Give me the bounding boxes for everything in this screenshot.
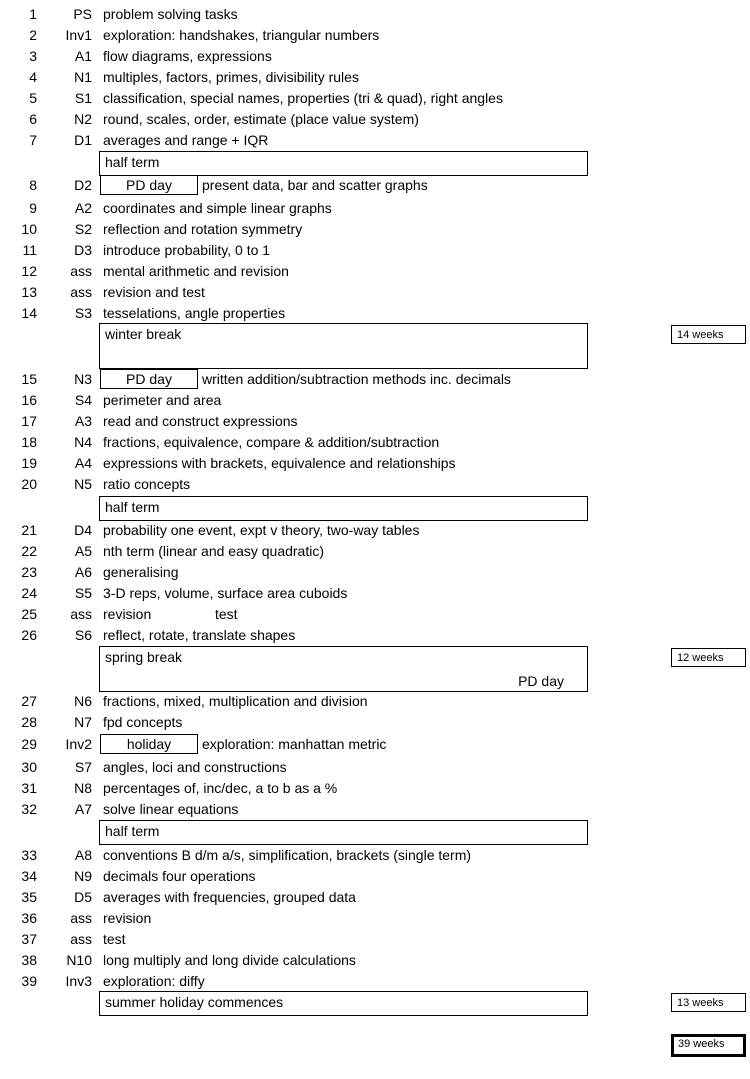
- unit-code: A6: [74, 564, 92, 580]
- lesson-row: [0, 625, 600, 646]
- row-number: 3: [29, 48, 37, 64]
- unit-topic: long multiply and long divide calculations: [103, 952, 356, 968]
- unit-code: D1: [74, 132, 92, 148]
- term-break-box: [99, 820, 588, 845]
- lesson-row: [0, 734, 600, 755]
- lesson-row: [0, 712, 600, 733]
- lesson-row: [0, 198, 600, 219]
- unit-code: A5: [74, 543, 92, 559]
- row-number: 35: [21, 889, 37, 905]
- row-number: 30: [21, 759, 37, 775]
- term-week-count: 14 weeks: [671, 325, 746, 344]
- unit-topic: tesselations, angle properties: [103, 305, 286, 321]
- row-number: 38: [21, 952, 37, 968]
- row-number: 19: [21, 455, 37, 471]
- term-break-box: [99, 991, 588, 1016]
- unit-topic: read and construct expressions: [103, 413, 298, 429]
- term-break-label: spring break: [105, 649, 183, 665]
- lesson-row: [0, 778, 600, 799]
- unit-code: A4: [74, 455, 92, 471]
- lesson-row: [0, 109, 600, 130]
- row-number: 21: [21, 522, 37, 538]
- unit-code: D2: [74, 177, 92, 193]
- lesson-row: [0, 390, 600, 411]
- row-number: 27: [21, 693, 37, 709]
- lesson-row: [0, 303, 600, 324]
- unit-topic: test: [103, 931, 126, 947]
- unit-topic: present data, bar and scatter graphs: [202, 177, 428, 193]
- lesson-row: [0, 282, 600, 303]
- unit-topic: revision: [103, 606, 152, 622]
- unit-topic: fractions, equivalence, compare & addition/subtraction: [103, 434, 440, 450]
- unit-code: S5: [74, 585, 92, 601]
- inline-event-box: holiday: [100, 734, 198, 754]
- term-break-label: winter break: [105, 326, 182, 342]
- lesson-row: [0, 541, 600, 562]
- term-break-label: half term: [105, 823, 160, 839]
- row-number: 11: [22, 242, 37, 258]
- lesson-row: [0, 520, 600, 541]
- lesson-row: [0, 799, 600, 820]
- unit-code: D5: [74, 889, 92, 905]
- unit-code: A7: [74, 801, 92, 817]
- unit-code: N10: [66, 952, 92, 968]
- unit-topic: exploration: handshakes, triangular numbers: [103, 27, 380, 43]
- unit-topic: fpd concepts: [103, 714, 183, 730]
- inline-event-box: PD day: [100, 369, 198, 389]
- lesson-row: [0, 950, 600, 971]
- lesson-row: [0, 46, 600, 67]
- unit-code: ass: [70, 606, 92, 622]
- unit-code: Inv3: [65, 973, 92, 989]
- unit-topic: solve linear equations: [103, 801, 239, 817]
- unit-topic-secondary: test: [215, 606, 238, 622]
- unit-code: S4: [74, 392, 92, 408]
- lesson-row: [0, 866, 600, 887]
- unit-topic: ratio concepts: [103, 476, 191, 492]
- unit-topic: perimeter and area: [103, 392, 222, 408]
- row-number: 8: [29, 177, 37, 193]
- lesson-row: [0, 908, 600, 929]
- lesson-row: [0, 929, 600, 950]
- unit-topic: exploration: diffy: [103, 973, 205, 989]
- row-number: 16: [21, 392, 37, 408]
- row-number: 36: [21, 910, 37, 926]
- unit-code: S3: [74, 305, 92, 321]
- term-break-label: half term: [105, 499, 160, 515]
- unit-topic: generalising: [103, 564, 179, 580]
- unit-topic: classification, special names, properties (tri & quad), right angles: [103, 90, 503, 106]
- unit-code: S7: [74, 759, 92, 775]
- unit-code: A1: [74, 48, 92, 64]
- unit-code: Inv2: [65, 736, 92, 752]
- unit-topic: percentages of, inc/dec, a to b as a %: [103, 780, 338, 796]
- row-number: 20: [21, 476, 37, 492]
- unit-topic: decimals four operations: [103, 868, 256, 884]
- unit-topic: angles, loci and constructions: [103, 759, 287, 775]
- unit-code: N9: [74, 868, 92, 884]
- row-number: 37: [21, 931, 37, 947]
- row-number: 22: [21, 543, 37, 559]
- unit-topic: coordinates and simple linear graphs: [103, 200, 332, 216]
- unit-code: Inv1: [65, 27, 92, 43]
- unit-topic: probability one event, expt v theory, two-way tables: [103, 522, 420, 538]
- lesson-row: [0, 887, 600, 908]
- unit-code: A2: [74, 200, 92, 216]
- term-break-box: [99, 646, 588, 692]
- unit-code: N8: [74, 780, 92, 796]
- lesson-row: [0, 4, 600, 25]
- row-number: 12: [21, 263, 37, 279]
- unit-code: D3: [74, 242, 92, 258]
- lesson-row: [0, 240, 600, 261]
- unit-code: N1: [74, 69, 92, 85]
- unit-topic: multiples, factors, primes, divisibility rules: [103, 69, 359, 85]
- lesson-row: [0, 691, 600, 712]
- row-number: 10: [21, 221, 37, 237]
- unit-topic: expressions with brackets, equivalence and relationships: [103, 455, 456, 471]
- unit-topic: round, scales, order, estimate (place value system): [103, 111, 419, 127]
- unit-code: S6: [74, 627, 92, 643]
- unit-code: D4: [74, 522, 92, 538]
- row-number: 23: [21, 564, 37, 580]
- total-week-count: 39 weeks: [671, 1034, 746, 1057]
- term-break-box: [99, 151, 588, 176]
- unit-code: S2: [74, 221, 92, 237]
- unit-code: ass: [70, 931, 92, 947]
- lesson-row: [0, 88, 600, 109]
- row-number: 33: [21, 847, 37, 863]
- unit-code: S1: [74, 90, 92, 106]
- term-break-note: PD day: [518, 673, 564, 689]
- unit-code: ass: [70, 910, 92, 926]
- unit-topic: reflect, rotate, translate shapes: [103, 627, 296, 643]
- unit-topic: introduce probability, 0 to 1: [103, 242, 271, 258]
- lesson-row: [0, 369, 600, 390]
- unit-code: A3: [74, 413, 92, 429]
- unit-topic: problem solving tasks: [103, 6, 238, 22]
- inline-event-box: PD day: [100, 175, 198, 195]
- lesson-row: [0, 175, 600, 196]
- row-number: 15: [21, 371, 37, 387]
- row-number: 34: [21, 868, 37, 884]
- unit-topic: written addition/subtraction methods inc. decimals: [202, 371, 511, 387]
- unit-code: A8: [74, 847, 92, 863]
- term-week-count: 12 weeks: [671, 648, 746, 667]
- unit-topic: revision: [103, 910, 152, 926]
- lesson-row: [0, 757, 600, 778]
- unit-code: N4: [74, 434, 92, 450]
- row-number: 6: [29, 111, 37, 127]
- row-number: 32: [21, 801, 37, 817]
- unit-topic: nth term (linear and easy quadratic): [103, 543, 324, 559]
- lesson-row: [0, 130, 600, 151]
- row-number: 5: [29, 90, 37, 106]
- lesson-row: [0, 432, 600, 453]
- row-number: 2: [29, 27, 37, 43]
- unit-topic: flow diagrams, expressions: [103, 48, 272, 64]
- lesson-row: [0, 971, 600, 992]
- term-break-box: [99, 323, 588, 369]
- lesson-row: [0, 25, 600, 46]
- term-break-label: half term: [105, 154, 160, 170]
- unit-topic: reflection and rotation symmetry: [103, 221, 303, 237]
- unit-topic: mental arithmetic and revision: [103, 263, 289, 279]
- unit-code: N3: [74, 371, 92, 387]
- unit-code: PS: [73, 6, 92, 22]
- row-number: 7: [29, 132, 37, 148]
- unit-code: ass: [70, 284, 92, 300]
- unit-topic: revision and test: [103, 284, 205, 300]
- unit-topic: averages and range + IQR: [103, 132, 269, 148]
- unit-code: N5: [74, 476, 92, 492]
- unit-code: ass: [70, 263, 92, 279]
- unit-topic: averages with frequencies, grouped data: [103, 889, 356, 905]
- lesson-row: [0, 474, 600, 495]
- row-number: 25: [21, 606, 37, 622]
- row-number: 4: [29, 69, 37, 85]
- row-number: 39: [21, 973, 37, 989]
- row-number: 14: [21, 305, 37, 321]
- unit-code: N7: [74, 714, 92, 730]
- row-number: 18: [21, 434, 37, 450]
- lesson-row: [0, 583, 600, 604]
- row-number: 9: [29, 200, 37, 216]
- term-week-count: 13 weeks: [671, 993, 746, 1012]
- lesson-row: [0, 219, 600, 240]
- lesson-row: [0, 845, 600, 866]
- unit-topic: fractions, mixed, multiplication and division: [103, 693, 368, 709]
- lesson-row: [0, 261, 600, 282]
- row-number: 24: [21, 585, 37, 601]
- unit-topic: conventions B d/m a/s, simplification, brackets (single term): [103, 847, 472, 863]
- unit-code: N2: [74, 111, 92, 127]
- lesson-row: [0, 562, 600, 583]
- row-number: 28: [21, 714, 37, 730]
- row-number: 1: [29, 6, 37, 22]
- row-number: 17: [21, 413, 37, 429]
- row-number: 29: [21, 736, 37, 752]
- unit-code: N6: [74, 693, 92, 709]
- row-number: 31: [21, 780, 37, 796]
- row-number: 26: [21, 627, 37, 643]
- unit-topic: 3-D reps, volume, surface area cuboids: [103, 585, 348, 601]
- lesson-row: [0, 411, 600, 432]
- row-number: 13: [21, 284, 37, 300]
- term-break-box: [99, 496, 588, 521]
- unit-topic: exploration: manhattan metric: [202, 736, 387, 752]
- lesson-row: [0, 604, 600, 625]
- term-break-label: summer holiday commences: [105, 994, 284, 1010]
- lesson-row: [0, 67, 600, 88]
- lesson-row: [0, 453, 600, 474]
